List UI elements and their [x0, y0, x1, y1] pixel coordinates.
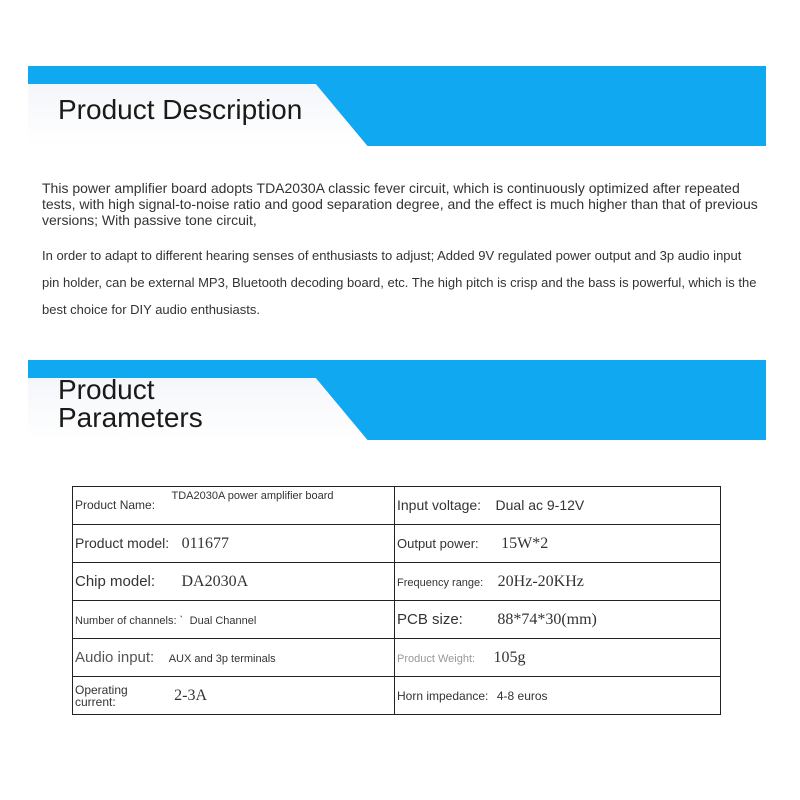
section-banner-description	[28, 66, 766, 146]
param-value: 2-3A	[174, 686, 208, 704]
param-label: Product Weight:	[397, 652, 476, 665]
param-value: 15W*2	[501, 534, 549, 552]
param-label: Product Name:	[75, 498, 156, 512]
param-cell-channels	[73, 601, 395, 639]
table-row	[73, 525, 721, 563]
param-label: Input voltage:	[397, 496, 482, 513]
param-cell-output-power	[395, 525, 721, 563]
description-paragraph-1: This power amplifier board adopts TDA2030A classic fever circuit, which is continuously optimized after repeated tests, with high signal-to-noise ratio and good separation degree, and the effect is much higher than that of previous versions; With passive tone circuit,	[42, 180, 758, 228]
param-cell-input-voltage	[395, 487, 721, 525]
param-label: Product model:	[75, 534, 170, 551]
parameters-table	[72, 486, 721, 715]
param-label: Chip model:	[75, 572, 156, 590]
param-value: Dual Channel	[189, 614, 257, 627]
param-label: Number of channels: `	[75, 614, 184, 627]
param-cell-pcb-size	[395, 601, 721, 639]
table-row	[73, 601, 721, 639]
param-value: 105g	[493, 648, 526, 666]
param-cell-product-weight	[395, 639, 721, 677]
param-value: 4-8 euros	[496, 688, 548, 703]
section-title-line-1: Product	[58, 374, 155, 405]
section-banner-parameters	[28, 360, 766, 440]
section-title-parameters	[58, 376, 203, 432]
param-cell-product-model	[73, 525, 395, 563]
section-title-description: Product Description	[58, 94, 303, 125]
param-label: Output power:	[397, 535, 479, 551]
param-cell-operating-current	[73, 677, 395, 715]
param-value: AUX and 3p terminals	[168, 652, 276, 665]
param-label: Frequency range:	[397, 576, 484, 589]
section-title-line-2: Parameters	[58, 402, 203, 433]
param-cell-horn-impedance	[395, 677, 721, 715]
param-value: 88*74*30(mm)	[497, 610, 597, 628]
param-label-operating-current	[75, 684, 128, 708]
param-label-line-1: Operating	[75, 682, 128, 697]
param-cell-audio-input	[73, 639, 395, 677]
param-value: TDA2030A power amplifier board	[171, 490, 334, 502]
param-label: Horn impedance:	[397, 688, 489, 703]
table-row	[73, 487, 721, 525]
param-cell-frequency-range	[395, 563, 721, 601]
param-value: 20Hz-20KHz	[497, 572, 584, 590]
param-value: DA2030A	[181, 572, 249, 590]
param-value: 011677	[181, 534, 230, 552]
table-row	[73, 639, 721, 677]
param-label: PCB size:	[397, 610, 463, 628]
table-row	[73, 677, 721, 715]
param-cell-chip-model	[73, 563, 395, 601]
param-label-line-2: current:	[75, 694, 116, 709]
table-row	[73, 563, 721, 601]
param-cell-product-name	[73, 487, 395, 525]
description-paragraph-2: In order to adapt to different hearing senses of enthusiasts to adjust; Added 9V regulated power output and 3p audio input pin holder, can be external MP3, Bluetooth decoding board, etc. The high pitch is crisp and the bass is powerful, which is the best choice for DIY audio enthusiasts.	[42, 248, 757, 317]
param-label: Audio input:	[75, 648, 155, 666]
param-value: Dual ac 9-12V	[495, 496, 585, 513]
